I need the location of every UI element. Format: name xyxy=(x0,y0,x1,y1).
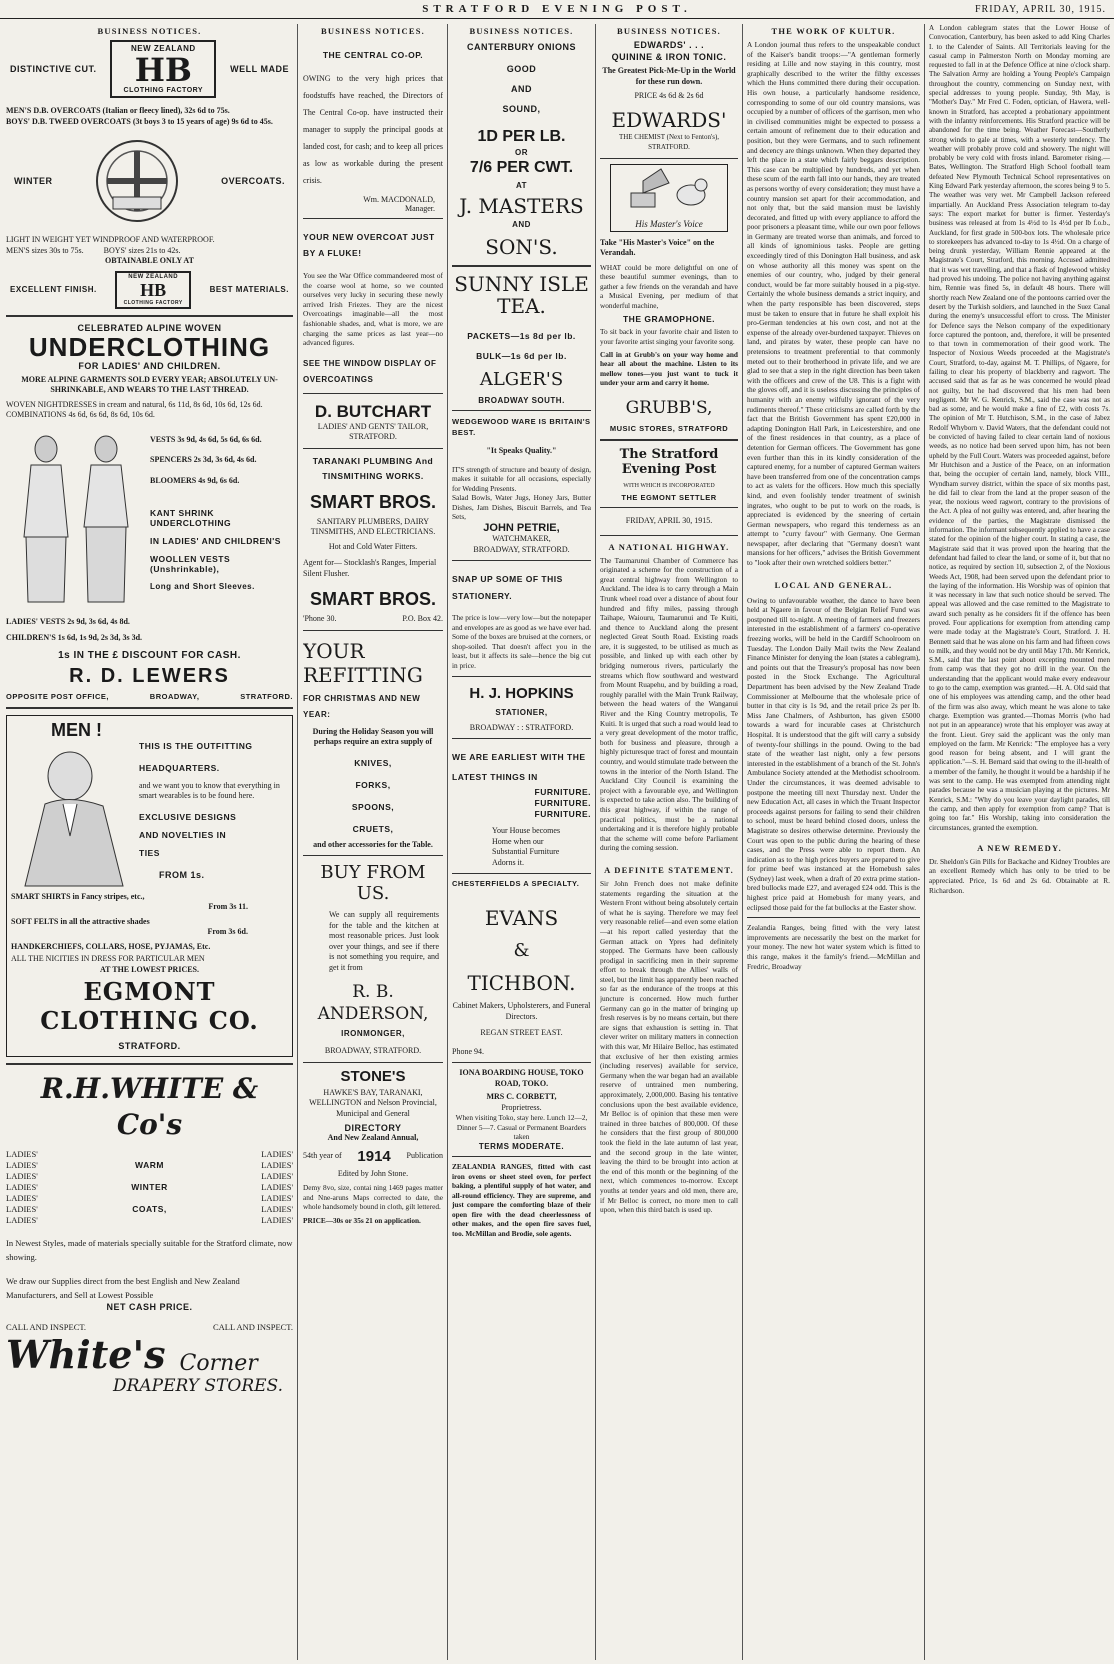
column-rule xyxy=(742,24,743,1660)
stones-sub: HAWKE'S BAY, TARANAKI, WELLINGTON and Nelson Provincial, Municipal and General xyxy=(309,1087,437,1118)
window-display: SEE THE WINDOW DISPLAY OF OVERCOATINGS xyxy=(303,358,437,384)
alpine-title: UNDERCLOTHING xyxy=(28,331,271,362)
hmv-take: Take "His Master's Voice" on the Verandah. xyxy=(600,237,715,257)
hb-small-logo-top: NEW ZEALAND xyxy=(128,273,179,280)
furniture-list xyxy=(452,787,591,820)
edwards-name: EDWARDS' xyxy=(611,107,727,132)
ladies-label: LADIES' xyxy=(261,1203,293,1214)
column-2 xyxy=(303,24,443,1660)
kant-line-4: Long and Short Sleeves. xyxy=(150,582,255,591)
butchart-sub: LADIES' AND GENTS' TAILOR, STRATFORD. xyxy=(317,421,429,442)
onions-good: GOOD xyxy=(506,64,537,74)
hb-logo-mark: HB xyxy=(134,51,192,89)
smart-phone: 'Phone 30. xyxy=(303,614,337,624)
egmont-l3: and we want you to know that everything in smart wearables is to be found here. xyxy=(139,780,280,800)
column-rule xyxy=(297,24,298,1660)
tea-bulk: BULK—1s 6d per lb. xyxy=(476,351,567,361)
cutlery-item: CRUETS, xyxy=(352,823,394,834)
hb-obtainable: OBTAINABLE ONLY AT xyxy=(105,256,194,265)
hb-logo-top: NEW ZEALAND xyxy=(131,44,196,53)
tichbon-name: TICHBON. xyxy=(467,971,576,996)
egmont-nicities: ALL THE NICITIES IN DRESS FOR PARTICULAR MEN xyxy=(11,954,205,963)
alpine-spencers: SPENCERS 2s 3d, 3s 6d, 4s 6d. xyxy=(150,455,257,464)
stones-directory: DIRECTORY xyxy=(344,1123,402,1134)
edwards-top: EDWARDS' . . . xyxy=(633,40,705,50)
highway-article: The Taumarunui Chamber of Commerce has originated a scheme for the construction of a great central highway from Wellington to Auckland. The idea is to carry through a Main Trunk wheel road over a distance of about four hundred and fifty miles, passing through Taihape, Waiouru, Taumarunui and Te Kuiti, and thence to Auckland along the present neglected Great South Road. Existing roads are, it is suggested, to be utilised as much as possible, and linked up with each other by bridging numerous rivers, particularly the streams which flow southward and westward from Mount Ruapehu, and by building a road, roughly parallel with the Main Trunk Railway, between the head waters of the Wanganui River and the King Country metropolis, Te Kuiti. It is urged that such a road would lead to a very great development of the motor traffic, both for business and pleasure, through a highly picturesque tract of forest and mountain country, and would stimulate trade between the towns in the interior of the North Island. The Auckland City Council is examining the project with a favourable eye, and Wellington is expected to take action also. The building of this great highway, if within the range of practical politics, must be a national undertaking and it is therefore highly probable that the scheme will come before Parliament during the coming session. xyxy=(600,555,738,853)
petrie-address: BROADWAY, STRATFORD. xyxy=(473,544,570,554)
coop-signature-title: Manager. xyxy=(405,204,435,213)
hb-sizes: MEN'S sizes 30s to 75s. BOYS' sizes 21s to 42s. xyxy=(6,245,181,255)
highway-title: A NATIONAL HIGHWAY. xyxy=(608,541,730,552)
white-net: NET CASH PRICE. xyxy=(106,1301,193,1312)
zealandia-ad: ZEALANDIA RANGES, fitted with cast iron ovens or sheet steel oven, for perfect baking, a plentiful supply of hot water, and all-round efficiency. They are supreme, and just compare the comforting blaze of their open fire with the dead cheerlessness of other makes, and the open fire saves fuel, too. McMillan and Brodie, sole agents. xyxy=(452,1161,591,1239)
hb-boys-overcoats: BOYS' D.B. TWEED OVERCOATS (3t boys 3 to 15 years of age) 9s 6d to 45s. xyxy=(6,116,273,126)
column-5 xyxy=(747,24,920,1660)
gramophone-dog-icon xyxy=(611,165,727,213)
chesterfields: CHESTERFIELDS A SPECIALTY. xyxy=(452,879,580,889)
stones-year: 1914 xyxy=(357,1147,391,1165)
column-header: BUSINESS NOTICES. xyxy=(469,26,574,36)
man-illustration xyxy=(15,746,133,894)
anderson-address: BROADWAY, STRATFORD. xyxy=(324,1046,422,1056)
mid-label: WINTER xyxy=(131,1181,168,1192)
iona-prop: Proprietress. xyxy=(501,1102,542,1112)
petrie-name: JOHN PETRIE, xyxy=(483,522,560,535)
coop-title: THE CENTRAL CO-OP. xyxy=(322,50,424,60)
egmont-l7: FROM 1s. xyxy=(159,869,205,880)
ladies-label: LADIES' xyxy=(261,1170,293,1181)
petrie-trade: WATCHMAKER, xyxy=(492,534,551,544)
snap-title: SNAP UP SOME OF THIS STATIONERY. xyxy=(452,574,563,602)
furniture-word: FURNITURE. xyxy=(534,809,591,820)
white-call-left: CALL AND INSPECT. xyxy=(6,1321,87,1332)
egmont-l6: TIES xyxy=(139,847,160,858)
egmont-handkerchiefs: HANDKERCHIEFS, COLLARS, HOSE, PYJAMAS, Etc. xyxy=(11,941,211,951)
white-call-right: CALL AND INSPECT. xyxy=(212,1321,293,1332)
stones-publication: Publication xyxy=(406,1151,443,1160)
local-general-article: Owing to unfavourable weather, the dance to have been held at Ngaere in favour of the Belgian Relief Fund was postponed till to-night. A meeting of farmers and freezers interested in the establishment of a farmers' co-operative freezing works, will be held in the Cardiff Schoolroom on Tuesday. The London Daily Mail twits the New Zealand Finance Minister for denying the loan (states a cablegram), and points out that the Treasury's proposal has now been posted in the Stock Exchange. The Agricultural Department has been advised by the New Zealand Trade Commissioner at Melbourne that the wholesale price of butter in that city is 1s 9d, and the retail price 2s per lb. Miss Jane Chalmers, of Ashburton, has given £5000 towards a ward for incurable cases at Christchurch Hospital. It is understood that the gift will carry a subsidy of twenty-four shillings in the pound. Owing to the bad state of the weather last night, only a few persons interested in the establishment of a branch of the St. John's Ambulance Society attended at the Methodist schoolroom. Under the circumstances, it was deemed advisable to postpone the meeting till next Thursday next. Under the new Education Act, all cases in which the Truant Inspector proceeds against persons for failing to send their children to school, must be heard behind closed doors, unless the Magistrate so desires otherwise determine. Previously the Court was open to the public during the hearing of these cases, and the Press were able to report them. An indication as to the high prices buyers are prepared to give for prime beef was instanced at the Homebush sales (Sydney) last week, when a draft of 20 extra prime station-bred bullocks made £27, and averaged £24 odd. This is the highest price paid at Homebush for many years, and eclipsed those paid for the fat bullocks at the Easter show. xyxy=(747,595,920,912)
mid-label: COATS, xyxy=(132,1203,167,1214)
his-masters-voice-logo xyxy=(610,164,728,232)
figures-icon xyxy=(6,427,146,617)
alpine-combinations: COMBINATIONS 4s 6d, 6s 6d, 8s 6d, 10s 6d. xyxy=(6,410,155,419)
wedgewood-strength: IT'S strength of structure and beauty of design, makes it suitable for all occasions, especially for Wedding Presents. xyxy=(452,464,591,493)
edwards-price: PRICE 4s 6d & 2s 6d xyxy=(634,91,704,100)
butchart-name: D. BUTCHART xyxy=(314,401,432,421)
gentleman-icon xyxy=(15,746,133,894)
anderson-name: R. B. ANDERSON, xyxy=(317,982,429,1025)
ladies-label: LADIES' xyxy=(6,1192,38,1203)
mid-label xyxy=(131,1149,168,1160)
ladies-label: LADIES' xyxy=(261,1159,293,1170)
smart-sub: SANITARY PLUMBERS, DAIRY TINSMITHS, AND ELECTRICIANS. xyxy=(310,516,436,537)
egmont-shirts: SMART SHIRTS in Fancy stripes, etc., xyxy=(11,891,145,901)
onions-price-cwt: 7/6 PER CWT. xyxy=(469,159,574,176)
remedy-text: Dr. Sheldon's Gin Pills for Backache and Kidney Troubles are an excellent Remedy which has only to be tried to be appreciated. Price, 1s 6d and 2s 6d. Obtainable at R. Richardson. xyxy=(929,856,1110,895)
ladies-label: LADIES' xyxy=(6,1148,38,1159)
kant-line-1: KANT SHRINK UNDERCLOTHING xyxy=(150,508,232,528)
ladies-label: LADIES' xyxy=(261,1192,293,1203)
egmont-felts: SOFT FELTS in all the attractive shades xyxy=(11,916,150,926)
mid-label xyxy=(131,1193,168,1204)
hb-small-logo-mark: HB xyxy=(140,279,167,300)
childrens-price: CHILDREN'S 1s 6d, 1s 9d, 2s 3d, 3s 3d. xyxy=(6,633,143,642)
mid-label xyxy=(131,1215,168,1226)
hopkins-name: H. J. HOPKINS xyxy=(469,684,574,702)
corner-script: Corner xyxy=(179,1350,258,1376)
discount: 1s IN THE £ DISCOUNT FOR CASH. xyxy=(58,649,241,661)
ladies-label: LADIES' xyxy=(261,1181,293,1192)
lewers-address-left: OPPOSITE POST OFFICE, xyxy=(6,691,110,701)
smart-bros-2: SMART BROS. xyxy=(310,589,436,610)
tea-packets: PACKETS—1s 8d per lb. xyxy=(467,331,576,341)
paper-incorporated: WITH WHICH IS INCORPORATED xyxy=(623,483,715,490)
smart-water: Hot and Cold Water Fitters. xyxy=(328,541,418,551)
buy-text: We can supply all requirements for the table and the kitchen at most reasonable prices. Just look over your things, and see if there is not something you require, and get it from xyxy=(329,910,439,972)
white-ladies-left xyxy=(6,1149,38,1226)
remedy-title: A NEW REMEDY. xyxy=(977,842,1062,853)
evans-address: REGAN STREET EAST. xyxy=(480,1028,563,1038)
masters-name: J. MASTERS xyxy=(459,194,584,218)
egmont-l5: AND NOVELTIES IN xyxy=(139,829,227,840)
drapery-stores: DRAPERY STORES. xyxy=(112,1375,283,1396)
kant-line-3: WOOLLEN VESTS (Unshrinkable), xyxy=(150,554,231,574)
hb-overcoats: OVERCOATS. xyxy=(221,176,285,186)
speaks-quality: "It Speaks Quality." xyxy=(486,446,557,455)
hb-best: BEST MATERIALS. xyxy=(209,285,289,294)
hb-mens-overcoats: MEN'S D.B. OVERCOATS (Italian or fleecy lined), 32s 6d to 75s. xyxy=(6,106,230,115)
refitting-sub: FOR CHRISTMAS AND NEW YEAR: xyxy=(303,693,421,719)
masthead-date: FRIDAY, APRIL 30, 1915. xyxy=(975,3,1106,15)
iona-terms: TERMS MODERATE. xyxy=(478,1141,565,1151)
evans-trade: Cabinet Makers, Upholsterers, and Funeral Directors. xyxy=(452,1001,591,1021)
iona-title: IONA BOARDING HOUSE, TOKO ROAD, TOKO. xyxy=(459,1068,584,1088)
cutlery-item: SPOONS, xyxy=(351,801,395,812)
iona-owner: MRS C. CORBETT, xyxy=(486,1092,557,1102)
egmont-l4: EXCLUSIVE DESIGNS xyxy=(139,811,237,822)
gramophone-title: THE GRAMOPHONE. xyxy=(622,314,716,325)
smart-bros: SMART BROS. xyxy=(310,491,436,512)
hb-small-logo-bottom: CLOTHING FACTORY xyxy=(123,299,183,306)
cutlery-item: FORKS, xyxy=(355,779,391,790)
hb-logo-bottom: CLOTHING FACTORY xyxy=(123,87,204,94)
furniture-home: Your House becomes Home when our Substantial Furniture Adorns it. xyxy=(492,826,561,867)
algers-address: BROADWAY SOUTH. xyxy=(478,396,565,405)
column-header: BUSINESS NOTICES. xyxy=(320,26,426,36)
coop-signature: Wm. MACDONALD, xyxy=(363,195,435,204)
smart-pobox: P.O. Box 42. xyxy=(402,614,443,624)
table-accessories: and other accessories for the Table. xyxy=(313,839,433,849)
grubbs-name: GRUBB'S, xyxy=(625,398,713,419)
white-mid xyxy=(131,1149,168,1226)
egmont-l1: THIS IS THE OUTFITTING xyxy=(139,740,253,751)
hmv-what: WHAT could be more delightful on one of these beautiful summer evenings, than to gather a few friends on the verandah and have a Musical Evening, per medium of that wonderful machine, xyxy=(600,262,738,310)
ladies-label: LADIES' xyxy=(6,1159,38,1170)
egmont-lowest: AT THE LOWEST PRICES. xyxy=(100,964,199,974)
stones-demy: Demy 8vo, size, contai ning 1469 pages matter and Nne-aruns Maps corrected to date, the whole handsomely bound in cloth, gilt lettered. xyxy=(303,1183,443,1212)
overcoat-title: YOUR NEW OVERCOAT JUST BY A FLUKE! xyxy=(303,232,435,258)
evans-name: EVANS xyxy=(484,906,559,931)
egmont-l2: HEADQUARTERS. xyxy=(139,762,220,773)
stones-annual: And New Zealand Annual, xyxy=(327,1133,419,1143)
cutlery-list xyxy=(303,752,443,840)
zealandia-notice: Zealandia Ranges, being fitted with the very latest improvements are necessarily the best on the market for your money. The new hot water system which is fitted to this range, makes it the family's friend.—McMillan and Fredric, Broadway xyxy=(747,923,920,971)
buy-from-us: BUY FROM US. xyxy=(320,862,426,905)
iona-visiting: When visiting Toko, stay here. Lunch 12—2, Dinner 5—7. Casual or Permanent Boarders taken xyxy=(455,1113,588,1142)
definite-article: Sir John French does not make definite statements regarding the situation at the Western Front without being absolutely certain of what he is saying. Therefore we may feel very reasonable relief—and even some elation—at his report called yesterday that the German attack on Ypres had definitely stopped. The Germans have been callously prodigal in sacrificing men in their supreme effort to break through the Allies' walls of steel, but the limit has apparently been reached so far as the endurance of the troops at this juncture is concerned. How much further Germany can go in the matter of bringing up fresh reserves is by no means certain, but there are signs that exhaustion is setting in. That clever writer on military matters in connection with this war, Mr Hilaire Belloc, has estimated that exclusive of her then existing armies (including reserves) available for service, Germany when the war began had an available reserve of untrained men numbering, approximately, 2,000,000. Basing his tentative conclusions upon the best available evidence, Mr Belloc is of opinion that these men were trained in three batches of 800,000. Of these he considers that the first group of 800,000 took the field in the late autumn of last year, and the second group in the late winter, leaving the third to be brought into action at the end of this month or the beginning of the next, which commences to-morrow. Except youths at tender years and old men, there are, if Mr Belloc is correct, no more men to call upon, when this third batch is used up. xyxy=(600,878,738,1215)
hb-badge-illustration xyxy=(83,137,191,225)
onions-and: AND xyxy=(511,84,532,94)
hb-excellent: EXCELLENT FINISH. xyxy=(10,285,97,294)
egmont-ad xyxy=(6,715,293,1057)
column-1 xyxy=(6,24,293,1660)
sunny-isle-tea: SUNNY ISLE TEA. xyxy=(454,272,589,318)
lewers-address-right: STRATFORD. xyxy=(240,691,293,701)
egmont-shirts-price: From 3s 11. xyxy=(208,902,248,911)
column-rule xyxy=(924,24,925,1660)
ladies-label: LADIES' xyxy=(261,1148,293,1159)
white-ad xyxy=(6,1071,293,1396)
furniture-word: FURNITURE. xyxy=(534,798,591,809)
alpine-ad xyxy=(6,323,293,701)
column-6 xyxy=(929,24,1110,1660)
refitting-title: YOUR REFITTING xyxy=(303,638,423,687)
egmont-men: MEN ! xyxy=(51,719,102,740)
alpine-vests: VESTS 3s 9d, 4s 6d, 5s 6d, 6s 6d. xyxy=(150,434,262,444)
whites-script: White's xyxy=(6,1331,166,1377)
hb-ad xyxy=(6,40,293,309)
white-ladies-grid xyxy=(6,1149,293,1226)
hopkins-address: BROADWAY : : STRATFORD. xyxy=(469,722,574,732)
onions-sound: SOUND, xyxy=(502,104,541,114)
alpine-more: MORE ALPINE GARMENTS SOLD EVERY YEAR; ABSOLUTELY UN-SHRINKABLE, AND WEARS TO THE LAST THREAD. xyxy=(21,374,278,394)
ladies-underwear-illustration xyxy=(6,427,146,617)
smart-agent: Agent for— Stocklash's Ranges, Imperial Silent Flusher. xyxy=(303,558,437,578)
mid-label: WARM xyxy=(135,1159,164,1170)
stones-year-label: 54th year of xyxy=(303,1151,342,1160)
anderson-trade: IRONMONGER, xyxy=(341,1029,405,1039)
furniture-word: FURNITURE. xyxy=(534,787,591,798)
hb-small-logo xyxy=(115,271,191,309)
onions-or: OR xyxy=(515,148,528,157)
gramophone-sit: To sit back in your favorite chair and listen to your favorite artist singing your favorite song. xyxy=(600,327,738,347)
paper-title: The Stratford Evening Post xyxy=(619,447,719,478)
hopkins-trade: STATIONER, xyxy=(495,707,548,717)
egmont-town: STRATFORD. xyxy=(118,1041,181,1051)
egmont-name: EGMONT CLOTHING CO. xyxy=(40,977,259,1035)
stones-title: STONE'S xyxy=(340,1067,406,1085)
egmont-felts-price: From 3s 6d. xyxy=(207,927,248,936)
stones-price: PRICE—30s or 35s 21 on application. xyxy=(303,1216,421,1226)
earliest: WE ARE EARLIEST WITH THE LATEST THINGS IN xyxy=(452,752,586,783)
quinine: QUININE & IRON TONIC. xyxy=(611,52,727,62)
mid-label xyxy=(131,1171,168,1182)
grubbs-stores: MUSIC STORES, STRATFORD xyxy=(609,424,729,434)
ladies-label: LADIES' xyxy=(261,1214,293,1225)
stones-edited: Edited by John Stone. xyxy=(337,1168,409,1178)
white-ladies-right xyxy=(261,1149,293,1226)
alpine-celebrated: CELEBRATED ALPINE WOVEN xyxy=(77,322,222,333)
masters-and: AND xyxy=(512,220,531,229)
badge-icon xyxy=(83,137,191,225)
column-rule xyxy=(595,24,596,1660)
ladies-label: LADIES' xyxy=(6,1214,38,1225)
column-4 xyxy=(600,24,738,1660)
wedgewood-items: Salad Bowls, Water Jugs, Honey Jars, Butter Dishes, Jam Dishes, Biscuit Barrels, and Tea Sets, xyxy=(452,493,591,522)
column-rule xyxy=(447,24,448,1660)
white-logo: R.H.WHITE & Co's xyxy=(40,1071,259,1141)
pick-me-up: The Greatest Pick-Me-Up in the World for these run down. xyxy=(602,66,736,86)
white-draw: We draw our Supplies direct from the best English and New Zealand Manufacturers, and Sell at Lowest Possible xyxy=(6,1275,240,1300)
definite-title: A DEFINITE STATEMENT. xyxy=(604,864,734,875)
hb-light-weight: LIGHT IN WEIGHT YET WINDPROOF AND WATERPROOF. xyxy=(6,235,215,244)
column-header: BUSINESS NOTICES. xyxy=(97,26,202,36)
alpine-sub: FOR LADIES' AND CHILDREN. xyxy=(78,360,221,371)
gramophone-call: Call in at Grubb's on your way home and hear all about the machine. Listen to its mellow tones—you just want to tuck it under your arm and carry it home. xyxy=(600,349,738,388)
ladies-label: LADIES' xyxy=(6,1203,38,1214)
ladies-label: LADIES' xyxy=(6,1181,38,1192)
alpine-bloomers: BLOOMERS 4s 9d, 6s 6d. xyxy=(150,475,240,485)
onions-price-lb: 1D PER LB. xyxy=(477,128,566,145)
ladies-label: LADIES' xyxy=(6,1170,38,1181)
cutlery-item: KNIVES, xyxy=(354,757,392,768)
snap-text: The price is low—very low—but the notepaper and envelopes are as good as we have ever had. Some of the boxes are bruised at the corners, or shop-soiled. That doesn't affect you in the least, but it affects its sale—hence the big cut in price. xyxy=(452,613,591,671)
kultur-article: A London journal thus refers to the unspeakable conduct of the Kaiser's bandit troops:—"A gentleman formerly residing at Lille and now staying in this country, most graphically described to the writer the filthy excesses which the Huns committed there during their occupation. His own house, a particularly handsome residence, corresponding to some of our old country mansions, was occupied by a number of officers of the garrison, men who in civilised communities might be expected to possess a certain amount of refinement due to their education and position, but they were Germans, and to such refinement and decency are things unknown. When they departed they left the place in a state which fairly beggars description. This case can be multiplied by hundreds, and yet when these scum of the earth fall into our hands, they are treated as persons worthy of every consideration; they must have a country mansion set apart for their accommodation, and not only that, but the said mansion must be lavishly decorated, and fitted up with every appliance to afford the poor prisoners a pleasant time, while our own poor fellows in Germany are treated worse than animals, and forced to all kinds of ignominious tasks. People are getting exceedingly tired of this Donington Hall business, and ask on whose authority all this money was spent on the enemies of our country, who, judged by their general conduct, would be far more suitably housed in a pig-stye. Certainly the whole business demands a strict inquiry, and when the party responsible has been discovered, steps must be taken to ensure that in future he shall exploit his pro-German tendencies at his own cost, and not at the expense of the already over-burdened taxpayer. Thieves on land, and pirates by water, these people can have no pretensions to treatment preferential to that commonly meted out to their brotherhood in private life, and we are glad to see that a step in the right direction has been taken with the officers and crew of the U8. This is a fight with the gloves off, and it is useless discussing the principles of humanity with an enemy wilfully ignorant of the very rudiments thereof." These criticisms are called forth by the fact that the British Government has spent £20,000 in adapting Donington Hall Park, in Leicestershire, and one of the finest residences in that country, as a place of detention for German officers. The Government has gone even further than this in its kindly consideration of the captured enemy, for a number of captured German waiters have been transferred from one of the concentration camps to act as valets for the officers. How much this specially kind, and even foolishly tender treatment of swinish ingrates, who ought to be put to work on the roads, is appreciated is evidenced by the sneering of certain German newspapers, who regard this tenderness as an attempt to "curry favour" with Germany. One German newspaper, after declaring that "Germany doesn't want mansions for her officers," advises the British Government to "look after their own wretched soldiers better." xyxy=(747,40,920,568)
local-general-title: LOCAL AND GENERAL. xyxy=(774,579,893,590)
hb-left-text: DISTINCTIVE CUT. xyxy=(10,64,97,74)
taranaki-plumbing: TARANAKI PLUMBING And TINSMITHING WORKS. xyxy=(312,455,434,481)
column-header: BUSINESS NOTICES. xyxy=(616,26,722,36)
lewers-name: R. D. LEWERS xyxy=(69,664,230,687)
newspaper-title: STRATFORD EVENING POST. xyxy=(422,3,692,15)
hmv-caption: His Master's Voice xyxy=(635,218,703,229)
hb-winter: WINTER xyxy=(14,176,53,186)
paper-settler: THE EGMONT SETTLER xyxy=(621,493,717,503)
coop-text: OWING to the very high prices that foodstuffs have reached, the Directors of The Central Co-op. have instructed their manager to supply the principal goods at landed cost, for cash; and to keep all prices as low as workable during the present crisis. xyxy=(303,74,443,185)
holiday: During the Holiday Season you will perhaps require an extra supply of xyxy=(312,726,434,747)
lewers-address-mid: BROADWAY, xyxy=(149,691,200,701)
hb-right-text: WELL MADE xyxy=(230,64,289,74)
masthead xyxy=(0,0,1114,19)
edwards-chemist: THE CHEMIST (Next to Fenton's), STRATFORD. xyxy=(618,132,720,151)
overcoat-text: You see the War Office commandeered most of the coarse wool at home, so we counted ourselves very lucky in securing these newly arrived Irish Friezes. They are the nicest Overcoatings imaginable—all the most fashionable shades, and, what is more, we are charging the same prices as last year—no advanced figures. xyxy=(303,271,443,348)
ladies-vests-price: LADIES' VESTS 2s 9d, 3s 6d, 4s 8d. xyxy=(6,616,130,626)
evans-ampersand: & xyxy=(513,940,530,962)
masters-sons: SON'S. xyxy=(485,235,558,259)
paper-date: FRIDAY, APRIL 30, 1915. xyxy=(625,516,713,526)
column-6-notes: A London cablegram states that the Lower House of Convocation, Canterbury, has been asked to add King Charles I. to the Calender of Saints. All Territorials leaving for the casual camp in Palmerston North on Monday morning are requested to fall in at the Defence Office at nine o'clock sharp. The Salvation Army are holding a Young People's Campaign throughout the country, commencing on Sunday next, with special addresses to young people. Sunday, 9th May, is "Mother's Day." Mr Fred C. Foden, optician, of Hawera, well-known in Stratford, has accepted a probationary appointment with the infantry reinforcements. His Stratford practice will be abandoned for the time being. Weather Forecast—Southerly strong winds to gale at times, with a westerly tendency. The weather will probably prove cold and showery. The night will probably be very cold with frosts inland. Barometer rising.—Bates, Wellington. The Stratford High School football team defeated New Plymouth Technical School representatives on King Edward Park yesterday afternoon, the scores being 9 to 5. The weather was very wet. Mr Campbell Jackson refereed impartially. An Auckland Press Association telegram to-day says: The export market for butter is firmer. Yesterday's business was released at from 1s 4½d to 1s 4½d per lb f.o.b., Auckland, for first grade in 500-box lots. The wholesale price to storekeepers has advanced to-day to 1s 4½d. On a charge of being drunk yesterday, William Rennie appeared at the Magistrate's Court, Stratford, this morning. Accused admitted that it was wet travelling, and that a flask of Inglewood whisky had proved his undoing. The police not having anything against him, Rennie was fined 5s, in default 48 hours. There will shortly reach New Zealand one of the pontoons carried over the desert by the Turkish soldiers, and launched in the Suez Canal during the enemy's unsuccessful effort to cross. The Minister for Defence says the Nelson company of the expeditionary force captured the pontoon, and, therefore, it will be presented to that town in commemoration of their good work. The Inspector of Noxious Weeds proceeded at the Magistrate's Court, Stratford, to-day, against M. T. Phillips, of Ngaere, for failing to clear his property of blackberry and ragwort. The accused said that as far as he was concerned he would plead not guilty, but he had discovered that his men had been negligent. Mr W. G. Kenrick, S.M., said the case was not as bad as some, and he would make a fine of £2, with costs 7s. The opinion of Mr T. Hutchison, S.M., in the case of Jabez Redolf Whyborn v. David Waters, that the defendant could not be convicted of having failed to clear certain land of noxious weeds, as no notice had been served upon him, has not been upheld by the Full Court. Waters was proceeded against, before Mr Hutchison and a Justice of the Peace, on an information that, being the occupier of certain land, namely, block VIII., Wyndham survey district, within the space of six months past, he did fail to clear from the land at the proper season of the year, the noxious weed ragwort, contrary to the provisions of the Act. A plea of not guilty was entered, and, after hearing the evidence of the parties, the Magistrate dismissed the information. The informant subsequently applied to have a case stated for the opinion of the higher court. In stating a case, the Magistrate said that it was proved upon the hearing that the defendant had failed to clear the land, or some of it, but that no notice, as required by section 10, subsection 2, of the Noxious Weeds Act, 1908, had been served upon the defendant prior to the laying of the information. His Worship was of opinion that it was necessary in law that such notice should be served. The appeal was allowed and the case remitted to the Magistrate to award such penalty as he considers fit if the offence has been proved. Four applications for exemption from attending camp were made today at the Magistrate's Court, Stratford. J. H. Bennett said that he was alone on his farm and had fifteen cows to milk, and they would not be dry until May 17th. Mr Kenrick, S.M., said that the last point about excepting mounted men from camp was that they got no drill in the year. On the understanding that the applicant would make every endeavour to go to the camp, exemption was granted.—H. A. Old said that one of his employees was attending camp, and the other head of the firm was also away, which meant he was alone to take charge. Exemption was granted.—Thomas Morris (who had not put in an appearance) wrote that his employer was away at the front. Lieut. Grey said the applicant was the only man employed on the farm. Mr Kenrick: "The employee has a very good reason for being absent, and I will grant the application."—S. H. Bernard said that owing to the ill-health of a member of the family, he thought it would be a hardship if he was sent to the camp. He was exempted from attending night parades because he was a musician playing at the pictures. Mr Kenrick, S.M.: "Why do you leave your daylight parades, till the camp, and then apply for exemption from camp? That is going too far." His Worship, taking into consideration the circumstances, granted the exemption. xyxy=(929,24,1110,832)
kant-line-2: IN LADIES' AND CHILDREN'S xyxy=(150,536,281,546)
kultur-title: THE WORK OF KULTUR. xyxy=(771,26,896,36)
onions-at: AT xyxy=(515,181,528,190)
column-3 xyxy=(452,24,591,1660)
white-newest: In Newest Styles, made of materials specially suitable for the Stratford climate, now showing. xyxy=(6,1237,293,1262)
canterbury-onions: CANTERBURY ONIONS xyxy=(466,42,576,52)
evans-phone: Phone 94. xyxy=(452,1046,484,1056)
hb-logo xyxy=(110,40,216,98)
algers-name: ALGER'S xyxy=(479,369,564,390)
alpine-nightdresses: WOVEN NIGHTDRESSES in cream and natural, 6s 11d, 8s 6d, 10s 6d, 12s 6d. xyxy=(6,399,263,409)
wedgewood: WEDGEWOOD WARE IS BRITAIN'S BEST. xyxy=(452,417,591,437)
